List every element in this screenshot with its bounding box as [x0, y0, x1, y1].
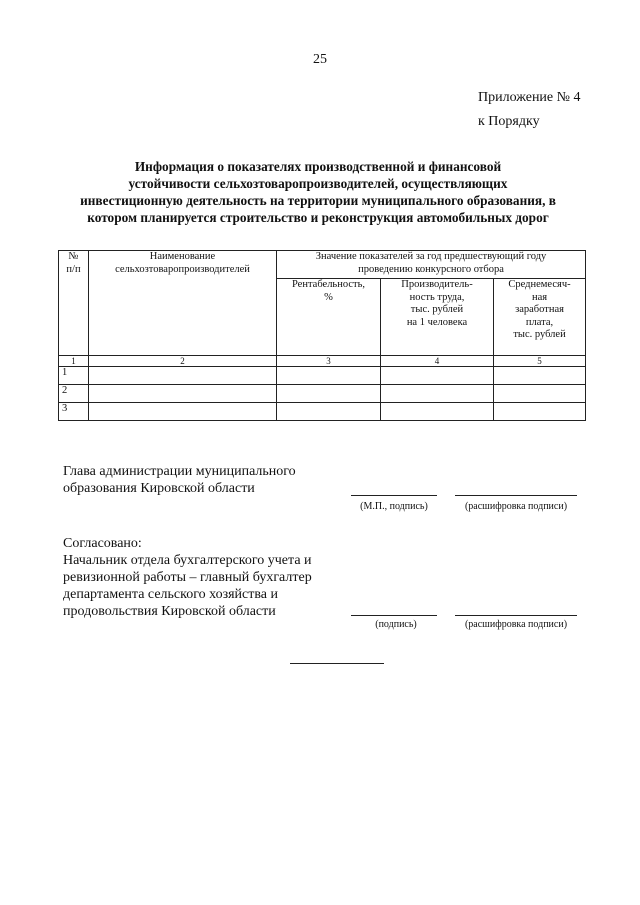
header-name: Наименование сельхозтоваропроизводителей: [89, 251, 277, 356]
table-cell: [494, 367, 586, 385]
document-title: [58, 158, 578, 226]
table-row: [59, 403, 586, 421]
head-signature-line: [351, 495, 437, 496]
table-cell: [277, 367, 381, 385]
table-cell: [89, 385, 277, 403]
head-decode-caption: (расшифровка подписи): [464, 501, 568, 512]
column-number: 3: [277, 356, 381, 367]
approval-block: Согласовано: Начальник отдела бухгалтерского учета и ревизионной работы – главный бухгалтер департамента сельского хозяйства и продовольствия Кировской области: [63, 536, 312, 619]
table-cell: [381, 385, 494, 403]
column-number: 4: [381, 356, 494, 367]
table-cell: [277, 403, 381, 421]
column-number: 5: [494, 356, 586, 367]
table-cell: [89, 403, 277, 421]
page-number: 25: [313, 52, 327, 67]
closing-divider: [290, 663, 384, 664]
indicators-table: [58, 250, 586, 421]
table-row: [59, 385, 586, 403]
appendix-label: Приложение № 4: [478, 90, 581, 105]
header-average-salary: Среднемесяч- ная заработная плата, тыс. рублей: [494, 279, 586, 356]
table-row: [59, 367, 586, 385]
title-line: котором планируется строительство и реконструкция автомобильных дорог: [87, 210, 549, 225]
appendix-reference: к Порядку: [478, 114, 540, 129]
title-line: инвестиционную деятельность на территории муниципального образования, в: [80, 193, 556, 208]
column-number: 2: [89, 356, 277, 367]
row-number: 2: [59, 385, 89, 403]
table-cell: [277, 385, 381, 403]
header-profitability: Рентабельность, %: [277, 279, 381, 356]
table-cell: [381, 403, 494, 421]
head-signature-caption: (М.П., подпись): [360, 501, 428, 512]
title-line: устойчивости сельхозтоваропроизводителей, осуществляющих: [128, 176, 508, 191]
head-signatory-label: Глава администрации муниципального образования Кировской области: [63, 464, 296, 496]
column-number: 1: [59, 356, 89, 367]
header-number: № п/п: [59, 251, 89, 356]
head-decode-line: [455, 495, 577, 496]
table-cell: [89, 367, 277, 385]
title-line: Информация о показателях производственной и финансовой: [134, 159, 502, 174]
column-number-row: [59, 356, 586, 367]
row-number: 3: [59, 403, 89, 421]
table-cell: [494, 385, 586, 403]
approval-signature-caption: (подпись): [375, 619, 417, 630]
header-indicators-group: Значение показателей за год предшествующий году проведению конкурсного отбора: [277, 251, 586, 279]
approval-heading: Согласовано:: [63, 536, 142, 551]
approval-signature-line: [351, 615, 437, 616]
approval-decode-caption: (расшифровка подписи): [464, 619, 568, 630]
table-cell: [381, 367, 494, 385]
table-cell: [494, 403, 586, 421]
header-productivity: Производитель- ность труда, тыс. рублей на 1 человека: [381, 279, 494, 356]
row-number: 1: [59, 367, 89, 385]
approval-decode-line: [455, 615, 577, 616]
